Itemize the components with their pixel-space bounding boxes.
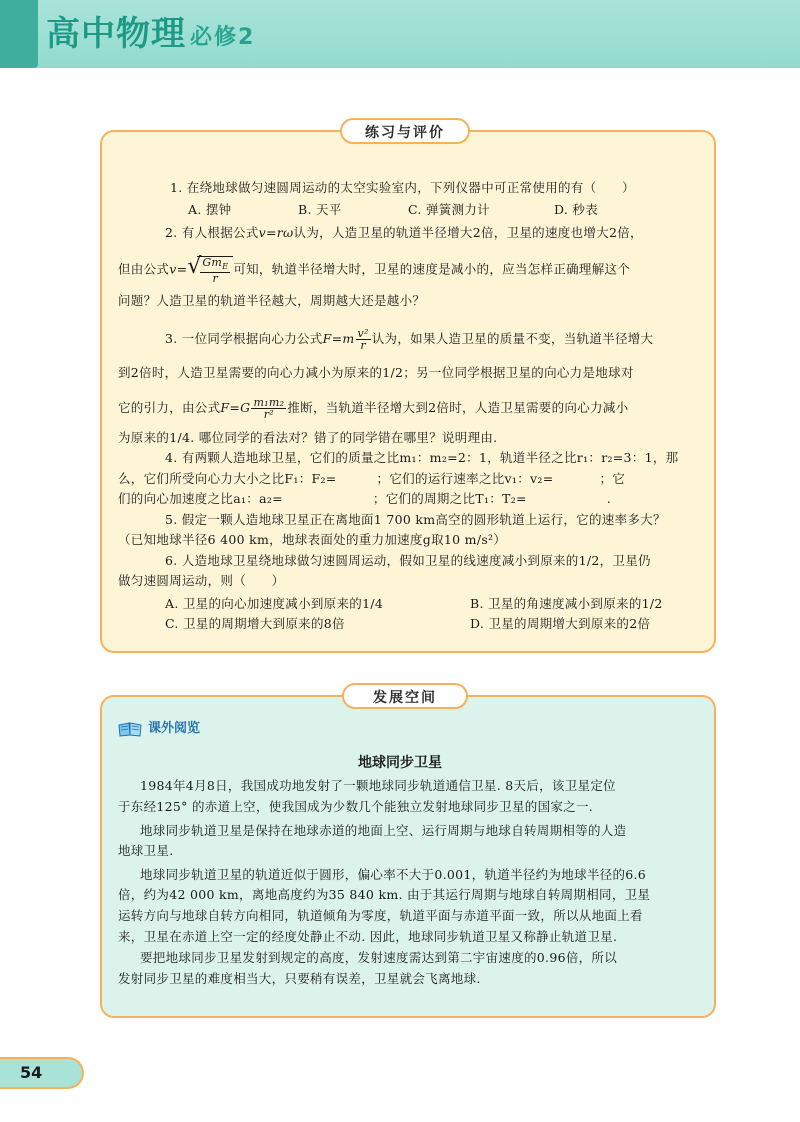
q6-option-d: D. 卫星的周期增大到原来的2倍 <box>470 616 651 631</box>
page-number: 54 <box>20 1063 43 1082</box>
sqrt-formula: √ $\frac{Gm_E}{r}$ <box>187 256 233 284</box>
q3-line-3: 它的引力，由公式F=G $\frac{\text{m₁m₂}}{\text{r²}}$ 推断，当轨道半径增大到2倍时，人造卫星需要的向心力减小 <box>118 396 629 421</box>
q4-line-1: 4. 有两颗人造地球卫星，它们的质量之比m₁：m₂=2：1，轨道半径之比r₁：r₂=3：1，那 <box>165 450 679 465</box>
q2-line-3: 问题？人造卫星的轨道半径越大，周期越大还是越小？ <box>118 293 426 308</box>
header-corner-block <box>0 0 38 68</box>
q3-line-2: 到2倍时，人造卫星需要的向心力减小为原来的1/2；另一位同学根据卫星的向心力是地球对 <box>118 365 634 380</box>
open-book-icon <box>118 721 142 737</box>
q6-option-b: B. 卫星的角速度减小到原来的1/2 <box>470 596 663 611</box>
reading-header <box>118 717 200 741</box>
article-paragraph-line: 运转方向与地球自转方向相同，轨道倾角为零度，轨道平面与赤道平面一致，所以从地面上看 <box>118 908 643 923</box>
q6-line-2: 做匀速圆周运动，则（ ） <box>118 573 285 588</box>
book-subtitle: 必修2 <box>190 25 256 50</box>
q2-line-2: 但由公式v= √ $\frac{Gm_E}{r}$ 可知，轨道半径增大时，卫星的速度是减小的，应当怎样正确理解这个 <box>118 254 631 286</box>
article-paragraph-line: 要把地球同步卫星发射到规定的高度，发射速度需达到第二宇宙速度的0.96倍，所以 <box>140 950 618 965</box>
q2-line-1: 2. 有人根据公式v=rω认为，人造卫星的轨道半径增大2倍，卫星的速度也增大2倍， <box>165 225 643 240</box>
q6-line-1: 6. 人造地球卫星绕地球做匀速圆周运动，假如卫星的线速度减小到原来的1/2，卫星仍 <box>165 553 651 568</box>
article-paragraph-line: 地球同步轨道卫星的轨道近似于圆形，偏心率不大于0.001，轨道半径约为地球半径的6.6 <box>140 867 647 882</box>
article-title: 地球同步卫星 <box>358 755 442 771</box>
q4-line-2: 么，它们所受向心力大小之比F₁：F₂= ；它们的运行速率之比v₁：v₂= ；它 <box>118 471 626 486</box>
practice-tab-label: 练习与评价 <box>340 118 470 144</box>
q1-option-c: C. 弹簧测力计 <box>408 202 490 217</box>
q1-option-a: A. 摆钟 <box>188 202 232 217</box>
q5-line-2: （已知地球半径6 400 km，地球表面处的重力加速度g取10 m/s²） <box>118 532 507 547</box>
article-paragraph-line: 于东经125° 的赤道上空，使我国成为少数几个能独立发射地球同步卫星的国家之一. <box>118 799 594 814</box>
article-paragraph-line: 发射同步卫星的难度相当大，只要稍有误差，卫星就会飞离地球. <box>118 971 481 986</box>
article-paragraph-line: 来，卫星在赤道上空一定的经度处静止不动. 因此，地球同步轨道卫星又称静止轨道卫星. <box>118 929 618 944</box>
q3-line-1: 3. 一位同学根据向心力公式F=m $\frac{\text{v²}}{r}$ 认为，如果人造卫星的质量不变，当轨道半径增大 <box>165 327 654 352</box>
develop-tab-label: 发展空间 <box>342 683 468 709</box>
article-paragraph-line: 地球卫星. <box>118 843 174 858</box>
article-paragraph-line: 地球同步轨道卫星是保持在地球赤道的地面上空、运行周期与地球自转周期相等的人造 <box>140 823 627 838</box>
q1-stem: 1. 在绕地球做匀速圆周运动的太空实验室内，下列仪器中可正常使用的有（ ） <box>170 180 635 195</box>
q1-option-b: B. 天平 <box>298 202 342 217</box>
q1-option-d: D. 秒表 <box>554 202 599 217</box>
page-header <box>0 0 800 68</box>
q5-line-1: 5. 假定一颗人造地球卫星正在离地面1 700 km高空的圆形轨道上运行，它的速率多大？ <box>165 512 666 527</box>
article-paragraph-line: 1984年4月8日，我国成功地发射了一颗地球同步轨道通信卫星. 8天后，该卫星定位 <box>140 778 616 793</box>
reading-label: 课外阅览 <box>148 721 201 736</box>
q6-option-c: C. 卫星的周期增大到原来的8倍 <box>165 616 345 631</box>
q3-line-4: 为原来的1/4. 哪位同学的看法对？错了的同学错在哪里？说明理由. <box>118 430 498 445</box>
book-title: 高中物理 <box>46 14 186 54</box>
article-paragraph-line: 倍，约为42 000 km，离地高度约为35 840 km. 由于其运行周期与地球自转周期相同，卫星 <box>118 887 651 902</box>
q4-line-3: 们的向心加速度之比a₁：a₂= ；它们的周期之比T₁：T₂= . <box>118 491 612 506</box>
q6-option-a: A. 卫星的向心加速度减小到原来的1/4 <box>165 596 384 611</box>
